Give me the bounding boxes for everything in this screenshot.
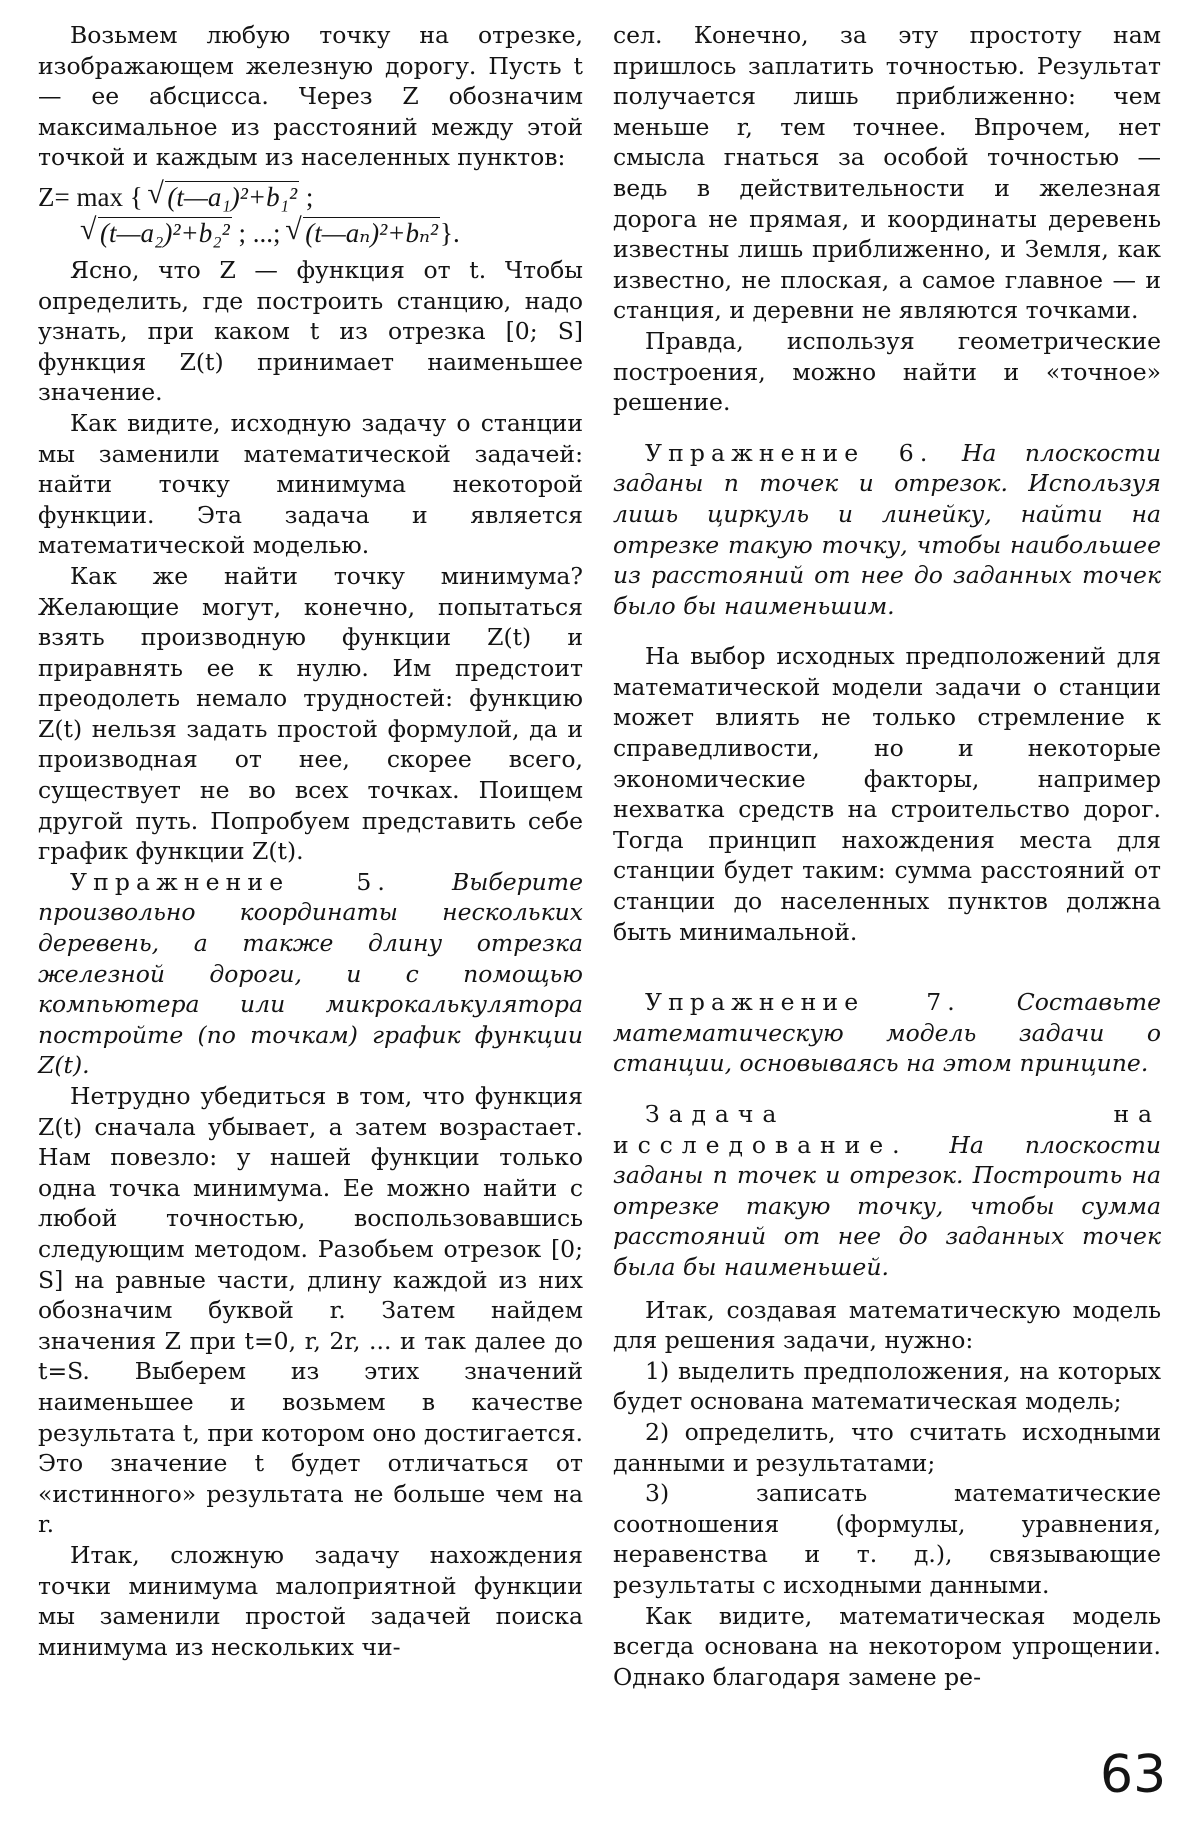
- list-item: 3) записать математические соотношения (формулы, уравнения, неравенства и т. д.), связывающие результаты с исходными данными.: [613, 1479, 1161, 1599]
- paragraph: Итак, сложную задачу нахождения точки минимума малоприятной функции мы заменили простой задачей поиска минимума из нескольких чи-: [38, 1540, 583, 1661]
- exercise-6: [613, 438, 1161, 622]
- paragraph: Как видите, исходную задачу о станции мы заменили математической задачей: найти точку минимума некоторой функции. Эта задача и является математической моделью.: [38, 408, 583, 560]
- paragraph: сел. Конечно, за эту простоту нам пришлось заплатить точностью. Результат получается лишь приближенно: чем меньше r, тем точнее. Впрочем, нет смысла гнаться за особой точностью — ведь в действительности и железная дорога не прямая, и координаты деревень известны лишь приближенно, и Земля, как известно, не плоская, а самое главное — и станция, и деревни не являются точками.: [613, 21, 1161, 325]
- max-distance-formula: [38, 179, 583, 251]
- list-item: 2) определить, что считать исходными данными и результатами;: [613, 1417, 1161, 1477]
- paragraph: Ясно, что Z — функция от t. Чтобы определить, где построить станцию, надо узнать, при каком t из отрезка [0; S] функция Z(t) принимает наименьшее значение.: [38, 255, 583, 407]
- formula-separator: ;: [305, 181, 314, 212]
- paragraph: Итак, создавая математическую модель для решения задачи, нужно:: [613, 1295, 1161, 1355]
- exercise-label: Упражнение 5.: [70, 867, 391, 896]
- formula-end: }.: [440, 217, 460, 248]
- exercise-5: [38, 867, 583, 1081]
- right-column: [613, 20, 1161, 1692]
- exercise-text: Составьте математическую модель задачи о станции, основываясь на этом принципе.: [613, 988, 1161, 1078]
- sqrt-term-1: √ (t—a₁)²+b₁²: [149, 179, 299, 215]
- exercise-7: [613, 987, 1161, 1079]
- task-text: На плоскости заданы n точек и отрезок. Построить на отрезке такую точку, чтобы сумма расстояний от нее до заданных точек была бы наименьшей.: [613, 1130, 1161, 1281]
- page-number: 63: [1100, 1745, 1167, 1805]
- sqrt-term-n: √ (t—aₙ)²+bₙ²: [287, 215, 440, 251]
- exercise-label: Упражнение 6.: [645, 438, 934, 467]
- exercise-text: Выберите произвольно координаты нескольких деревень, а также длину отрезка железной дороги, и с помощью компьютера или микрокалькулятора постройте (по точкам) график функции Z(t).: [38, 867, 583, 1080]
- sqrt-term-2: √ (t—a₂)²+b₂²: [82, 215, 232, 251]
- formula-separator: ; ...;: [238, 217, 281, 248]
- list-item: 1) выделить предположения, на которых будет основана математическая модель;: [613, 1356, 1161, 1416]
- left-column: [38, 20, 583, 1662]
- paragraph: Возьмем любую точку на отрезке, изображающем железную дорогу. Пусть t — ее абсцисса. Через Z обозначим максимальное из расстояний между этой точкой и каждым из населенных пунктов:: [38, 21, 583, 172]
- formula-lead: Z= max {: [38, 181, 143, 212]
- paragraph: Как же найти точку минимума? Желающие могут, конечно, попытаться взять производную функции Z(t) и приравнять ее к нулю. Им предстоит преодолеть немало трудностей: функцию Z(t) нельзя задать простой формулой, да и производная от нее, скорее всего, существует не во всех точках. Поищем другой путь. Попробуем представить себе график функции Z(t).: [38, 561, 583, 866]
- task-label: Задача на исследование.: [613, 1100, 1161, 1159]
- exercise-label: Упражнение 7.: [645, 988, 961, 1017]
- paragraph: Как видите, математическая модель всегда основана на некотором упрощении. Однако благодаря замене ре-: [613, 1601, 1161, 1691]
- exercise-text: На плоскости заданы n точек и отрезок. Используя лишь циркуль и линейку, найти на отрезке такую точку, чтобы наибольшее из расстояний от нее до заданных точек было бы наименьшим.: [613, 438, 1161, 620]
- paragraph: Правда, используя геометрические построения, можно найти и «точное» решение.: [613, 326, 1161, 417]
- paragraph: На выбор исходных предположений для математической модели задачи о станции может влиять не только стремление к справедливости, но и некоторые экономические факторы, например нехватка средств на строительство дорог. Тогда принцип нахождения места для станции будет таким: сумма расстояний от станции до населенных пунктов должна быть минимальной.: [613, 642, 1161, 946]
- research-task: [613, 1099, 1161, 1283]
- paragraph: Нетрудно убедиться в том, что функция Z(t) сначала убывает, а затем возрастает. Нам повезло: у нашей функции только одна точка минимума. Ее можно найти с любой точностью, воспользовавшись следующим методом. Разобьем отрезок [0; S] на равные части, длину каждой из них обозначим буквой r. Затем найдем значения Z при t=0, r, 2r, ... и так далее до t=S. Выберем из этих значений наименьшее и возьмем в качестве результата t, при котором оно достигается. Это значение t будет отличаться от «истинного» результата не больше чем на r.: [38, 1082, 583, 1539]
